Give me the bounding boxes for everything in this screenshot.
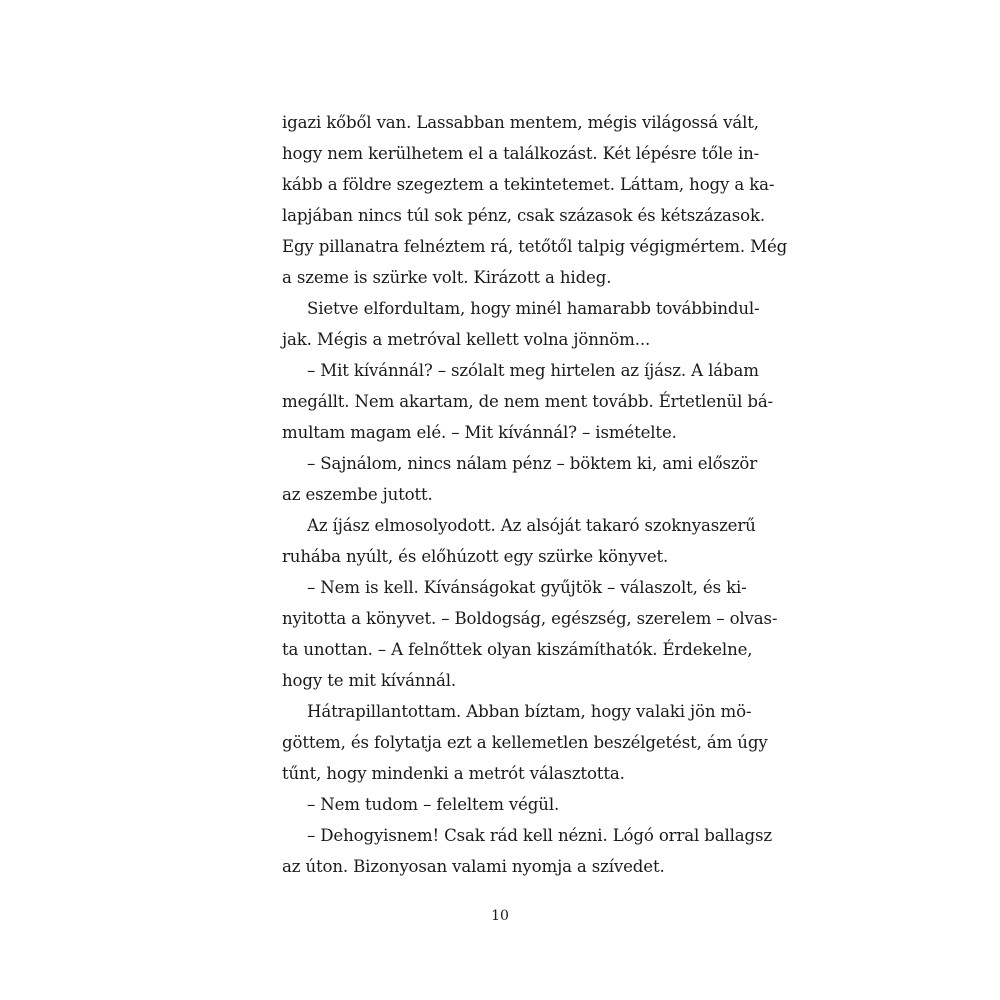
text-line: – Sajnálom, nincs nálam pénz – böktem ki, ami először xyxy=(307,454,758,473)
text-line: Egy pillanatra felnéztem rá, tetőtől talpig végigmértem. Még xyxy=(282,237,788,256)
text-line: hogy te mit kívánnál. xyxy=(282,671,457,690)
text-line: megállt. Nem akartam, de nem ment tovább. Értetlenül bá- xyxy=(282,392,774,411)
text-line: ruhába nyúlt, és előhúzott egy szürke könyvet. xyxy=(282,547,669,566)
text-line: – Dehogyisnem! Csak rád kell nézni. Lógó orral ballagsz xyxy=(307,826,772,845)
text-line: – Nem tudom – feleltem végül. xyxy=(307,795,560,814)
text-line: az úton. Bizonyosan valami nyomja a szívedet. xyxy=(282,857,665,876)
text-line: nyitotta a könyvet. – Boldogság, egészség, szerelem – olvas- xyxy=(282,609,778,628)
text-line: jak. Mégis a metróval kellett volna jönnöm... xyxy=(282,330,651,349)
text-line: Sietve elfordultam, hogy minél hamarabb továbbindul- xyxy=(307,299,760,318)
text-line: – Nem is kell. Kívánságokat gyűjtök – válaszolt, és ki- xyxy=(307,578,747,597)
body-text xyxy=(282,107,788,882)
text-line: igazi kőből van. Lassabban mentem, mégis világossá vált, xyxy=(282,113,759,132)
text-line: göttem, és folytatja ezt a kellemetlen beszélgetést, ám úgy xyxy=(282,733,768,752)
text-line: hogy nem kerülhetem el a találkozást. Két lépésre tőle in- xyxy=(282,144,760,163)
text-line: multam magam elé. – Mit kívánnál? – ismételte. xyxy=(282,423,677,442)
text-line: az eszembe jutott. xyxy=(282,485,433,504)
text-line: – Mit kívánnál? – szólalt meg hirtelen az íjász. A lábam xyxy=(307,361,759,380)
page-number: 10 xyxy=(491,908,509,924)
text-line: Az íjász elmosolyodott. Az alsóját takaró szoknyaszerű xyxy=(307,516,756,535)
text-line: kább a földre szegeztem a tekintetemet. Láttam, hogy a ka- xyxy=(282,175,775,194)
text-line: tűnt, hogy mindenki a metrót választotta. xyxy=(282,764,625,783)
text-line: ta unottan. – A felnőttek olyan kiszámíthatók. Érdekelne, xyxy=(282,640,753,659)
text-line: a szeme is szürke volt. Kirázott a hideg. xyxy=(282,268,612,287)
text-line: lapjában nincs túl sok pénz, csak százasok és kétszázasok. xyxy=(282,206,766,225)
text-line: Hátrapillantottam. Abban bíztam, hogy valaki jön mö- xyxy=(307,702,752,721)
